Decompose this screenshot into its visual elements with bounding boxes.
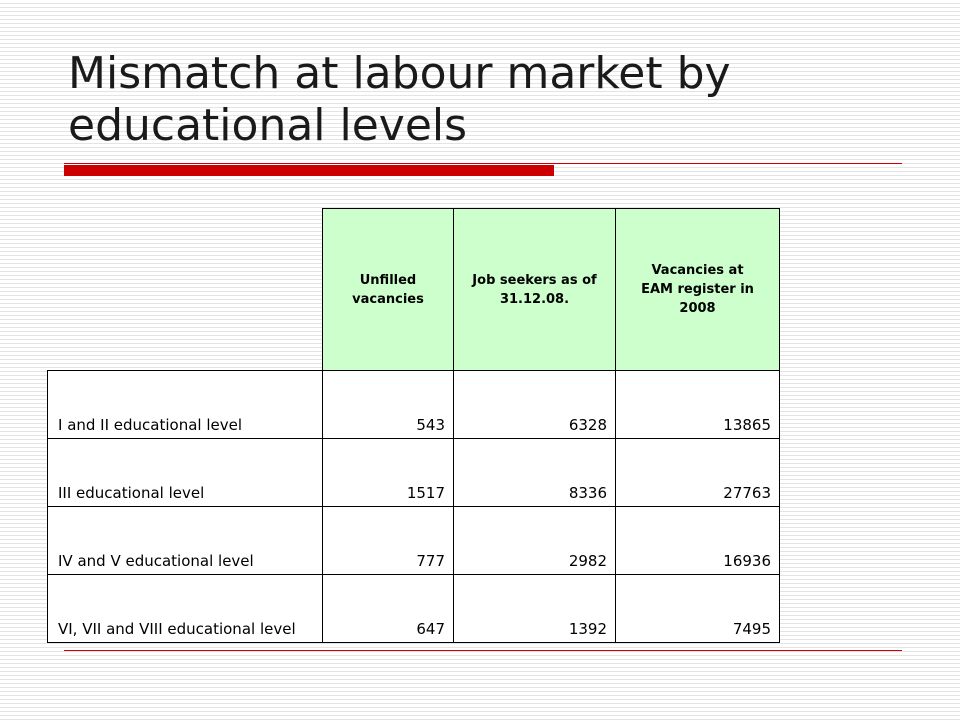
row-label: IV and V educational level — [48, 507, 323, 575]
cell-vacancies-eam: 13865 — [616, 371, 780, 439]
column-header-label: Unfilled vacancies — [352, 272, 424, 307]
cell-vacancies-eam: 27763 — [616, 439, 780, 507]
column-header-label: Job seekers as of 31.12.08. — [472, 272, 597, 307]
cell-unfilled-vacancies: 543 — [323, 371, 454, 439]
cell-job-seekers: 1392 — [454, 575, 616, 643]
cell-unfilled-vacancies: 777 — [323, 507, 454, 575]
row-label — [48, 575, 323, 643]
cell-job-seekers: 8336 — [454, 439, 616, 507]
slide-title: Mismatch at labour market by educational levels — [68, 48, 731, 151]
column-header-label: Vacancies at EAM register in 2008 — [641, 263, 754, 316]
column-header-job-seekers — [454, 209, 616, 371]
table-corner-cell — [48, 209, 323, 371]
cell-job-seekers: 2982 — [454, 507, 616, 575]
table-row — [48, 371, 780, 439]
mismatch-table — [47, 208, 780, 643]
cell-unfilled-vacancies: 1517 — [323, 439, 454, 507]
cell-vacancies-eam: 7495 — [616, 575, 780, 643]
cell-job-seekers: 6328 — [454, 371, 616, 439]
cell-unfilled-vacancies: 647 — [323, 575, 454, 643]
table-row — [48, 575, 780, 643]
footer-rule — [64, 650, 902, 651]
table-row — [48, 439, 780, 507]
title-underline-thin — [64, 163, 902, 164]
column-header-unfilled-vacancies — [323, 209, 454, 371]
row-label: I and II educational level — [48, 371, 323, 439]
table-row — [48, 507, 780, 575]
table-header-row — [48, 209, 780, 371]
row-label: III educational level — [48, 439, 323, 507]
column-header-vacancies-eam — [616, 209, 780, 371]
title-underline-thick — [64, 165, 554, 176]
cell-vacancies-eam: 16936 — [616, 507, 780, 575]
row-label-text: VI, VII and VIII educational level — [58, 620, 296, 638]
